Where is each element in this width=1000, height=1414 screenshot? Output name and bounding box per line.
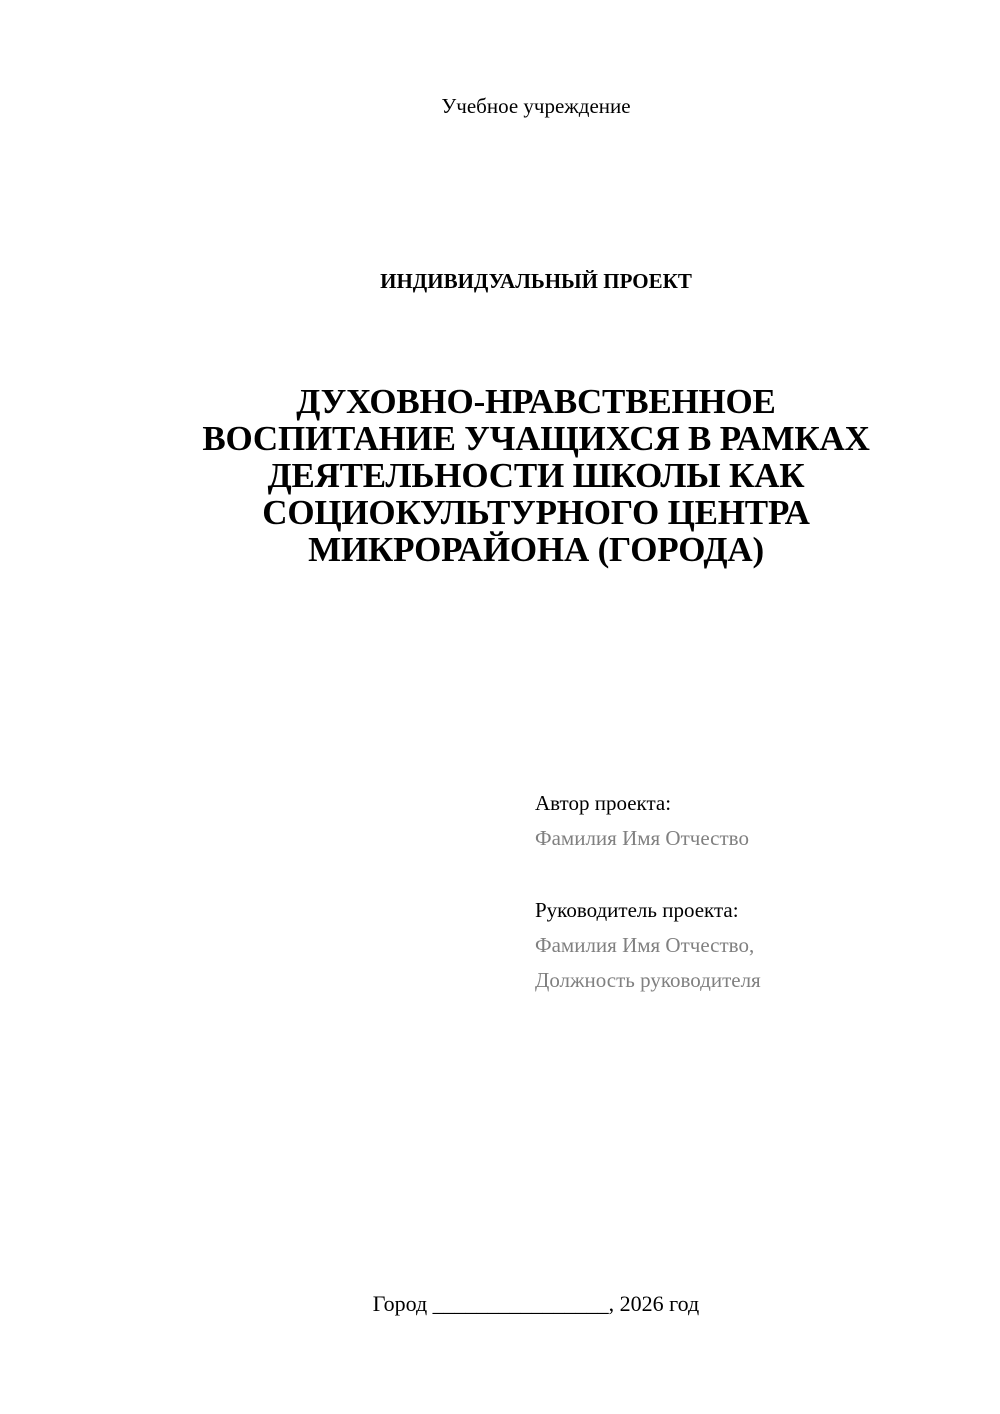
supervisor-position: Должность руководителя <box>535 968 761 992</box>
project-title-line: ВОСПИТАНИЕ УЧАЩИХСЯ В РАМКАХ <box>202 419 870 458</box>
project-title-line: ДЕЯТЕЛЬНОСТИ ШКОЛЫ КАК <box>267 456 805 495</box>
supervisor-label: Руководитель проекта: <box>535 898 739 922</box>
supervisor-block <box>535 893 975 998</box>
author-block <box>535 786 975 856</box>
city-year-footer: Город ________________, 2026 год <box>372 1291 700 1316</box>
institution-name: Учебное учреждение <box>441 94 631 118</box>
document-type: ИНДИВИДУАЛЬНЫЙ ПРОЕКТ <box>380 269 692 293</box>
project-title-line: ДУХОВНО-НРАВСТВЕННОЕ <box>296 382 776 421</box>
project-title-line: СОЦИОКУЛЬТУРНОГО ЦЕНТРА <box>262 493 810 532</box>
project-title <box>130 383 942 568</box>
author-name: Фамилия Имя Отчество <box>535 826 749 850</box>
supervisor-name: Фамилия Имя Отчество, <box>535 933 755 957</box>
project-title-line: МИКРОРАЙОНА (ГОРОДА) <box>308 530 764 569</box>
author-label: Автор проекта: <box>535 791 672 815</box>
